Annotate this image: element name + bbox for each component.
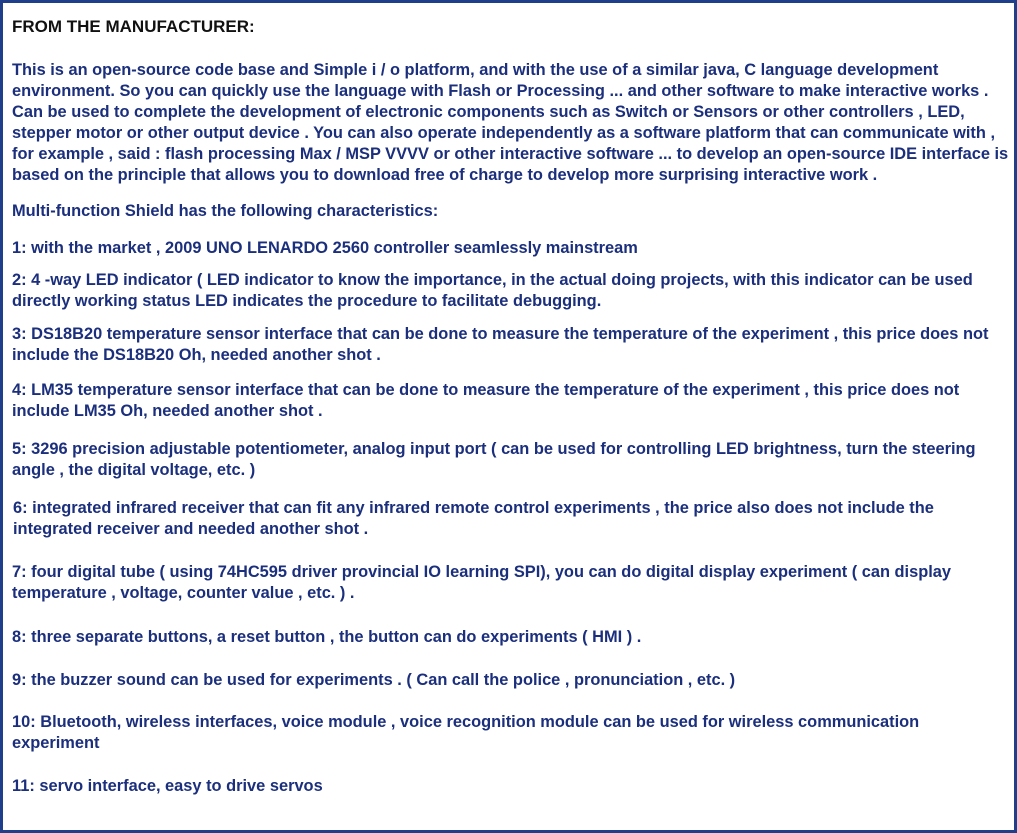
feature-item-2: 2: 4 -way LED indicator ( LED indicator to know the importance, in the actual doing projects, with this indicator can be used directly working status LED indicates the procedure to facilitate debugging. [12, 271, 973, 310]
feature-item-5: 5: 3296 precision adjustable potentiometer, analog input port ( can be used for controlling LED brightness, turn the steering angle , the digital voltage, etc. ) [12, 440, 976, 479]
intro-paragraph: This is an open-source code base and Simple i / o platform, and with the use of a similar java, C language development environment. So you can quickly use the language with Flash or Processing ... and other software to make interactive works . Can be used to complete the development of electronic components such as Switch or Sensors or other controllers , LED, stepper motor or other output device . You can also operate independently as a software platform that can communicate with , for example , said : flash processing Max / MSP VVVV or other interactive software ... to develop an open-source IDE interface is based on the principle that allows you to download free of charge to develop more surprising interactive work . [12, 61, 1009, 184]
feature-item-4: 4: LM35 temperature sensor interface that can be done to measure the temperature of the experiment , this price does not include LM35 Oh, needed another shot . [12, 381, 960, 420]
feature-item-7: 7: four digital tube ( using 74HC595 driver provincial IO learning SPI), you can do digital display experiment ( can display temperature , voltage, counter value , etc. ) . [12, 563, 952, 602]
feature-item-9: 9: the buzzer sound can be used for experiments . ( Can call the police , pronunciation , etc. ) [12, 671, 736, 689]
feature-item-8: 8: three separate buttons, a reset button , the button can do experiments ( HMI ) . [12, 628, 642, 646]
section-heading: FROM THE MANUFACTURER: [12, 17, 255, 36]
description-content [12, 16, 1011, 797]
feature-item-6: 6: integrated infrared receiver that can fit any infrared remote control experiments , the price also does not include the integrated receiver and needed another shot . [13, 499, 934, 538]
feature-item-10: 10: Bluetooth, wireless interfaces, voice module , voice recognition module can be used for wireless communication experiment [12, 713, 920, 752]
feature-item-1: 1: with the market , 2009 UNO LENARDO 2560 controller seamlessly mainstream [12, 239, 638, 257]
feature-item-3: 3: DS18B20 temperature sensor interface that can be done to measure the temperature of the experiment , this price does not include the DS18B20 Oh, needed another shot . [12, 325, 989, 364]
feature-item-11: 11: servo interface, easy to drive servos [12, 777, 323, 795]
characteristics-intro: Multi-function Shield has the following characteristics: [12, 202, 439, 220]
